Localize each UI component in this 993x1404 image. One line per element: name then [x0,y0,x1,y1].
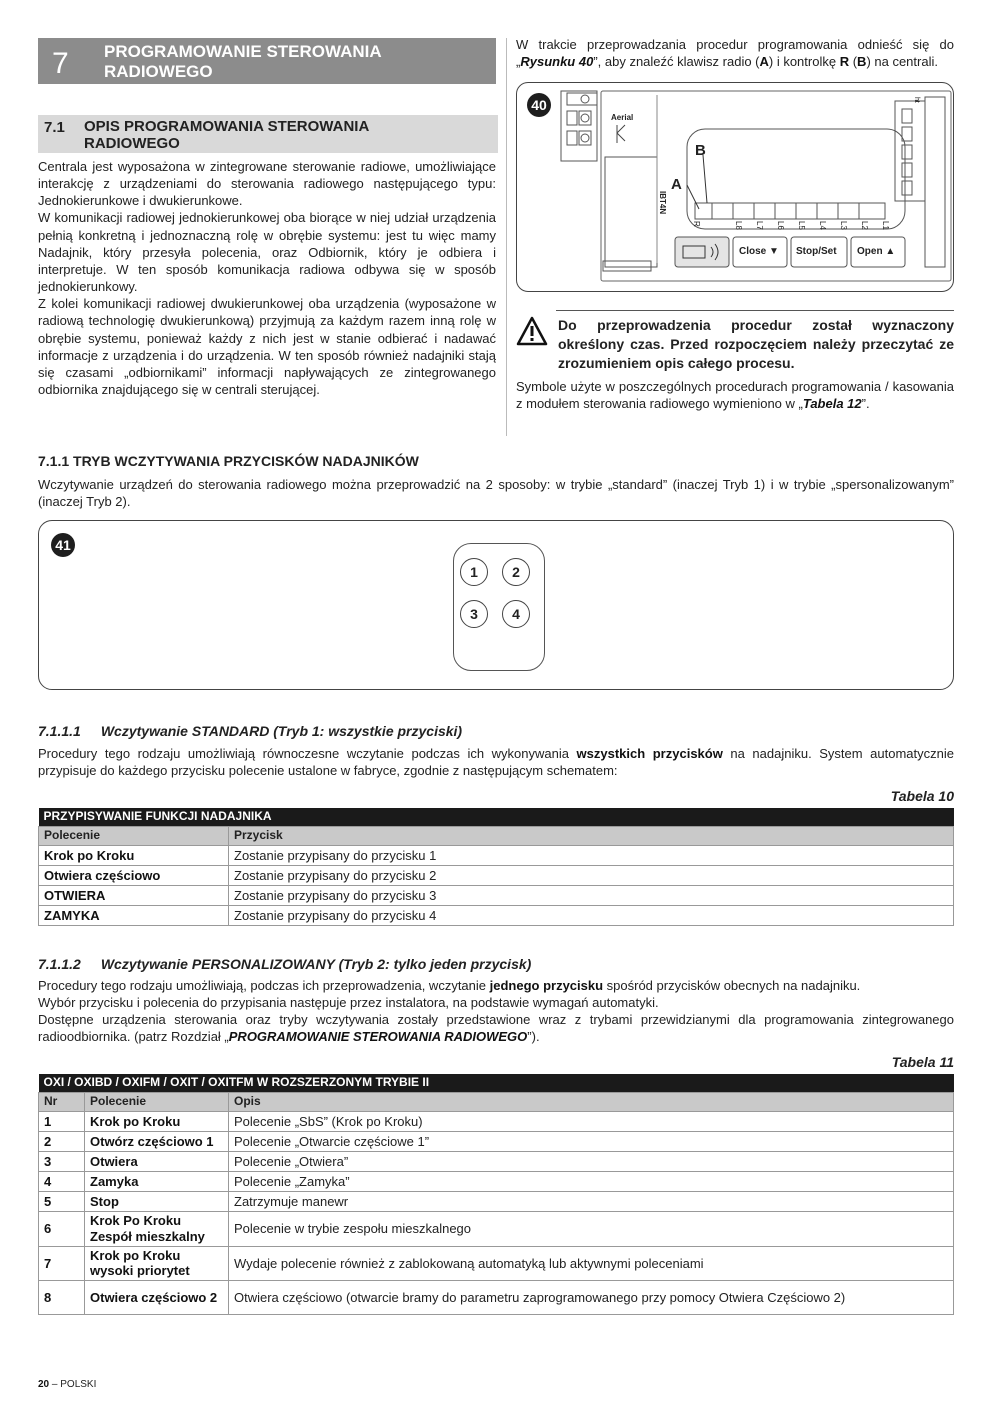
text-bold: wszystkich przycisków [576,746,723,761]
text: ( [849,54,858,70]
text: Procedury tego rodzaju umożliwiają, podczas ich przeprowadzenia, wczytanie [38,978,490,993]
led-label: L8 [734,221,743,230]
table-cell: Polecenie „Otwiera” [229,1151,954,1171]
table-cell: OTWIERA [39,885,229,905]
table-title: PRZYPISYWANIE FUNKCJI NADAJNIKA [39,808,954,826]
table-row [39,906,954,926]
table-cell: 6 [39,1212,85,1246]
table-title: OXI / OXIBD / OXIFM / OXIT / OXITFM W ROZSZERZONYM TRYBIE II [39,1074,954,1092]
table-cell: 2 [39,1131,85,1151]
chapter-header [38,38,496,84]
page-number: 20 [38,1379,50,1390]
table-row [39,1192,954,1212]
table-row [39,1246,954,1280]
section-title: Wczytywanie STANDARD (Tryb 1: wszystkie przyciski) [100,723,463,739]
table-cell: Zatrzymuje manewr [229,1192,954,1212]
led-r-label: R [692,221,701,227]
corner-label: ht [913,97,920,103]
board-diagram [517,83,954,292]
table-cell: Zostanie przypisany do przycisku 3 [229,885,954,905]
label-a: A [671,176,682,193]
text: – [49,1379,61,1390]
table-row [39,845,954,865]
figure-41 [38,520,954,690]
table-row [39,885,954,905]
table-11-caption: Tabela 11 [891,1054,954,1070]
table-cell: Krok po Kroku wysoki priorytet [85,1246,229,1280]
remote-control [453,543,545,671]
figure-badge: 40 [527,93,551,117]
figure-40 [516,82,954,292]
text: Symbole użyte w poszczególnych procedurach programowania / kasowania z modułem sterowania radiowego wymieniono w „ [516,379,954,412]
language-label: POLSKI [60,1379,97,1390]
text: ”. [861,396,870,412]
column-header: Nr [39,1092,85,1111]
text: Procedury tego rodzaju umożliwiają równoczesne wczytanie podczas ich wykonywania [38,746,577,761]
warning-divider [556,310,954,311]
text: Dostępne urządzenia sterowania oraz tryby wczytywania zostały przedstawione wraz z trybami przewidzianymi dla programowania zintegrowanego radioodbiornika. (patrz Rozdział „ [38,1012,954,1045]
table-cell: Stop [85,1192,229,1212]
intro-paragraph: Z kolei komunikacji radiowej dwukierunkowej oba urządzenia (wyposażone w radiową technologię dwukierunkową) przyjmują za każdym razem inną rolę w obrębie systemu, ponieważ każdy z nich jest w stanie odbierać i nadawać informacje z urządzenia i do urządzenia. W ten sposób również nadajniki stają się czasami „odbiornikami” informacji napływających ze zintegrowanego odbiornika znajdującego się w centrali sterującej. [38,296,496,398]
table-cell: 7 [39,1246,85,1280]
label-b-ref: B [857,54,867,70]
table-cell: Krok po Kroku [39,845,229,865]
table-row [39,1151,954,1171]
table-ref: Tabela 12 [802,396,862,412]
text: ) i kontrolkę [768,54,840,70]
remote-button-4: 4 [502,600,530,628]
table-cell: Otwiera częściowo [39,865,229,885]
text: W trakcie przeprowadzania procedur programowania odnieść się do „ [516,37,954,70]
aerial-label: Aerial [611,113,634,122]
paragraph: Wybór przycisku i polecenia do przypisania następuje przez instalatora, na podstawie wymagań automatyki. [38,995,659,1011]
table-cell: Zostanie przypisany do przycisku 1 [229,845,954,865]
table-row [39,1212,954,1246]
table-cell: Zostanie przypisany do przycisku 2 [229,865,954,885]
column-header: Przycisk [229,826,954,845]
open-button-label: Open ▲ [857,246,896,257]
table-cell: 5 [39,1192,85,1212]
text: spośród przycisków obecnych na nadajniku. [603,978,861,993]
chapter-title: PROGRAMOWANIE STEROWANIA RADIOWEGO [104,42,382,82]
section-title: OPIS PROGRAMOWANIA STEROWANIA RADIOWEGO [84,118,369,153]
section-number: 7.1 [44,119,65,136]
warning-icon [516,316,548,346]
table-cell: Zamyka [85,1172,229,1192]
table-cell: Polecenie „Zamyka” [229,1172,954,1192]
section-7111-text [38,745,954,779]
intro-paragraph: W komunikacji radiowej jednokierunkowej oba biorące w niej udział urządzenia pełnią konkretną i jednoznaczną rolę w obrębie systemu: jest tu więc mamy Nadajnik, który przesyła polecenia, oraz Odbiornik, który je odbiera i interpretuje. W ten sposób komunikacja radiowa odbywa się w sposób jednokierunkowy. [38,210,496,295]
led-label: L6 [776,221,785,230]
table-cell: Otwiera częściowo 2 [85,1280,229,1314]
table-cell: ZAMYKA [39,906,229,926]
table-cell: Polecenie „SbS” (Krok po Kroku) [229,1111,954,1131]
ibt4n-label: IBT4N [658,191,667,215]
figure-ref: Rysunku 40 [520,54,594,70]
text: ) na centrali. [866,54,938,70]
column-divider [506,38,507,436]
text: ”). [527,1029,540,1045]
table-cell: Otwórz częściowo 1 [85,1131,229,1151]
led-label: L2 [860,221,869,230]
table-10-caption: Tabela 10 [890,788,954,804]
led-label: L1 [881,221,890,230]
led-label: L7 [755,221,764,230]
section-7112-text [38,977,954,1046]
symbols-text [516,378,954,412]
remote-button-3: 3 [460,600,488,628]
table-cell: Polecenie „Otwarcie częściowe 1” [229,1131,954,1151]
table-10 [38,808,954,926]
figure-badge: 41 [51,533,75,557]
chapter-ref: PROGRAMOWANIE STEROWANIA RADIOWEGO [228,1029,528,1045]
column-header: Polecenie [39,826,229,845]
stopset-button-label: Stop/Set [796,246,837,257]
table-cell: 3 [39,1151,85,1171]
table-cell: 8 [39,1280,85,1314]
text: ”, aby znaleźć klawisz radio ( [593,54,760,70]
close-button-label: Close ▼ [739,246,779,257]
chapter-number: 7 [52,47,69,80]
table-cell: Krok Po Kroku Zespół mieszkalny [85,1212,229,1246]
right-intro [516,36,954,70]
table-cell: Wydaje polecenie również z zablokowaną automatyką lub aktywnymi poleceniami [229,1246,954,1280]
led-label: L4 [818,221,827,230]
table-cell: 4 [39,1172,85,1192]
column-header: Polecenie [85,1092,229,1111]
section-7111-heading [38,722,462,740]
section-7112-heading [38,955,531,973]
intro-text [38,158,496,398]
text: na nadajniku. System automatycznie przypisuje do każdego przycisku polecenie ustalone w fabryce, zgodnie z następującym schematem: [38,746,954,779]
section-number: 7.1.1.2 [38,956,81,972]
section-711-text: Wczytywanie urządzeń do sterowania radiowego można przeprowadzić na 2 sposoby: w trybie „standard” (inaczej Tryb 1) i w trybie „spersonalizowanym” (inaczej Tryb 2). [38,477,954,510]
table-row [39,865,954,885]
label-b: B [695,142,706,159]
table-cell: Krok po Kroku [85,1111,229,1131]
section-711-title: 7.1.1 TRYB WCZYTYWANIA PRZYCISKÓW NADAJNIKÓW [38,453,419,469]
page-footer [38,1378,96,1391]
section-title: Wczytywanie PERSONALIZOWANY (Tryb 2: tylko jeden przycisk) [100,956,532,972]
table-11 [38,1074,954,1315]
label-r-ref: R [839,54,850,70]
table-row [39,1280,954,1314]
intro-paragraph: Centrala jest wyposażona w zintegrowane sterowanie radiowe, umożliwiające interakcję z urządzeniami do sterowania radiowego następującego typu: Jednokierunkowe i dwukierunkowe. [38,159,496,209]
table-row [39,1111,954,1131]
section-header [38,115,498,153]
table-cell: 1 [39,1111,85,1131]
table-cell: Polecenie w trybie zespołu mieszkalnego [229,1212,954,1246]
table-cell: Otwiera częściowo (otwarcie bramy do parametru zaprogramowanego przy pomocy Otwiera Częściowo 2) [229,1280,954,1314]
led-label: L3 [839,221,848,230]
column-header: Opis [229,1092,954,1111]
table-row [39,1131,954,1151]
text-bold: jednego przycisku [489,978,604,993]
table-cell: Otwiera [85,1151,229,1171]
remote-button-1: 1 [460,558,488,586]
section-number: 7.1.1.1 [38,723,81,739]
led-label: L5 [797,221,806,230]
warning-text: Do przeprowadzenia procedur został wyznaczony określony czas. Przed rozpoczęciem należy przeczytać ze zrozumieniem opis całego procesu. [558,317,954,371]
label-a-ref: A [759,54,769,70]
table-row [39,1172,954,1192]
remote-button-2: 2 [502,558,530,586]
table-cell: Zostanie przypisany do przycisku 4 [229,906,954,926]
